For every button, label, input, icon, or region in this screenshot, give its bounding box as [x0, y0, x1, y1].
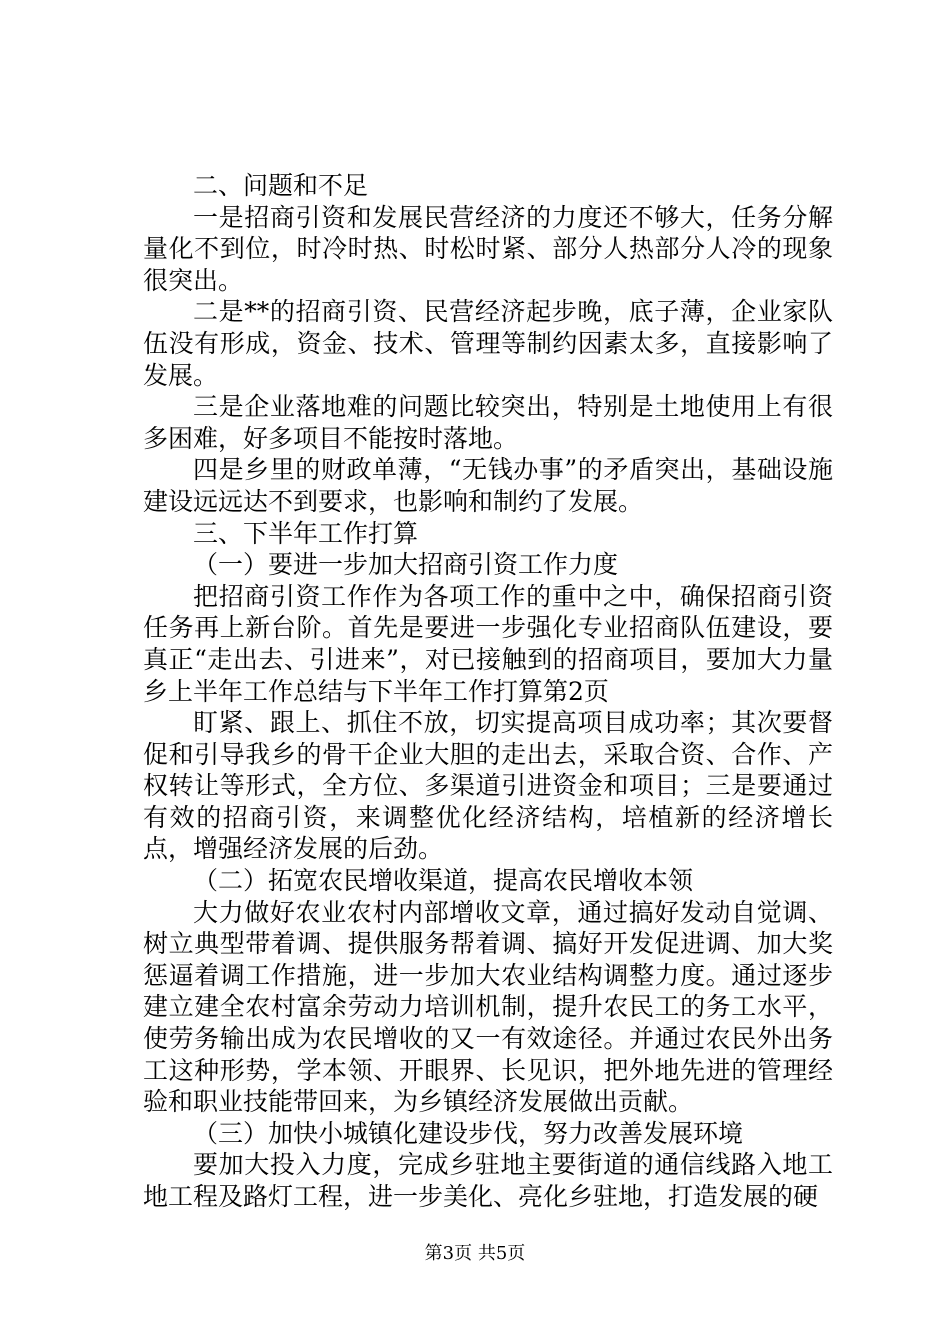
subheading-urbanization: （三）加快小城镇化建设步伐，努力改善发展环境 — [193, 1118, 744, 1148]
section-heading-plans: 三、下半年工作打算 — [193, 518, 419, 548]
subheading-investment: （一）要进一步加大招商引资工作力度 — [193, 550, 619, 580]
paragraph-problem-1: 一是招商引资和发展民营经济的力度还不够大，任务分解量化不到位，时冷时热、时松时紧、部分人热部分人冷的现象很突出。 — [143, 202, 833, 295]
subheading-farmer-income: （二）拓宽农民增收渠道，提高农民增收本领 — [193, 866, 694, 896]
paragraph-problem-2: 二是**的招商引资、民营经济起步晚，底子薄，企业家队伍没有形成，资金、技术、管理等制约因素太多，直接影响了发展。 — [143, 297, 833, 390]
paragraph-problem-4: 四是乡里的财政单薄，“无钱办事”的矛盾突出，基础设施建设远远达不到要求，也影响和制约了发展。 — [143, 455, 833, 516]
paragraph-investment: 把招商引资工作作为各项工作的重中之中，确保招商引资任务再上新台阶。首先是要进一步强化专业招商队伍建设，要真正“走出去、引进来”，对已接触到的招商项目，要加大力量乡上半年工作总结与下半年工作打算第2页 — [143, 581, 833, 706]
page-number-footer: 第3页 共5页 — [424, 1243, 526, 1264]
document-body — [143, 170, 833, 1213]
paragraph-farmer-income: 大力做好农业农村内部增收文章，通过搞好发动自觉调、树立典型带着调、提供服务帮着调、搞好开发促进调、加大奖惩逼着调工作措施，进一步加大农业结构调整力度。通过逐步建立建全农村富余劳动力培训机制，提升农民工的务工水平，使劳务输出成为农民增收的又一有效途径。并通过农民外出务工这种形势，学本领、开眼界、长见识，把外地先进的管理经验和职业技能带回来，为乡镇经济发展做出贡献。 — [143, 897, 833, 1117]
paragraph-investment-continued: 盯紧、跟上、抓住不放，切实提高项目成功率；其次要督促和引导我乡的骨干企业大胆的走出去，采取合资、合作、产权转让等形式，全方位、多渠道引进资金和项目；三是要通过有效的招商引资，来调整优化经济结构，培植新的经济增长点，增强经济发展的后劲。 — [143, 708, 833, 864]
section-heading-problems: 二、问题和不足 — [193, 171, 369, 200]
paragraph-problem-3: 三是企业落地难的问题比较突出，特别是土地使用上有很多困难，好多项目不能按时落地。 — [143, 392, 833, 453]
paragraph-urbanization: 要加大投入力度，完成乡驻地主要街道的通信线路入地工地工程及路灯工程，进一步美化、亮化乡驻地，打造发展的硬 — [143, 1150, 833, 1211]
